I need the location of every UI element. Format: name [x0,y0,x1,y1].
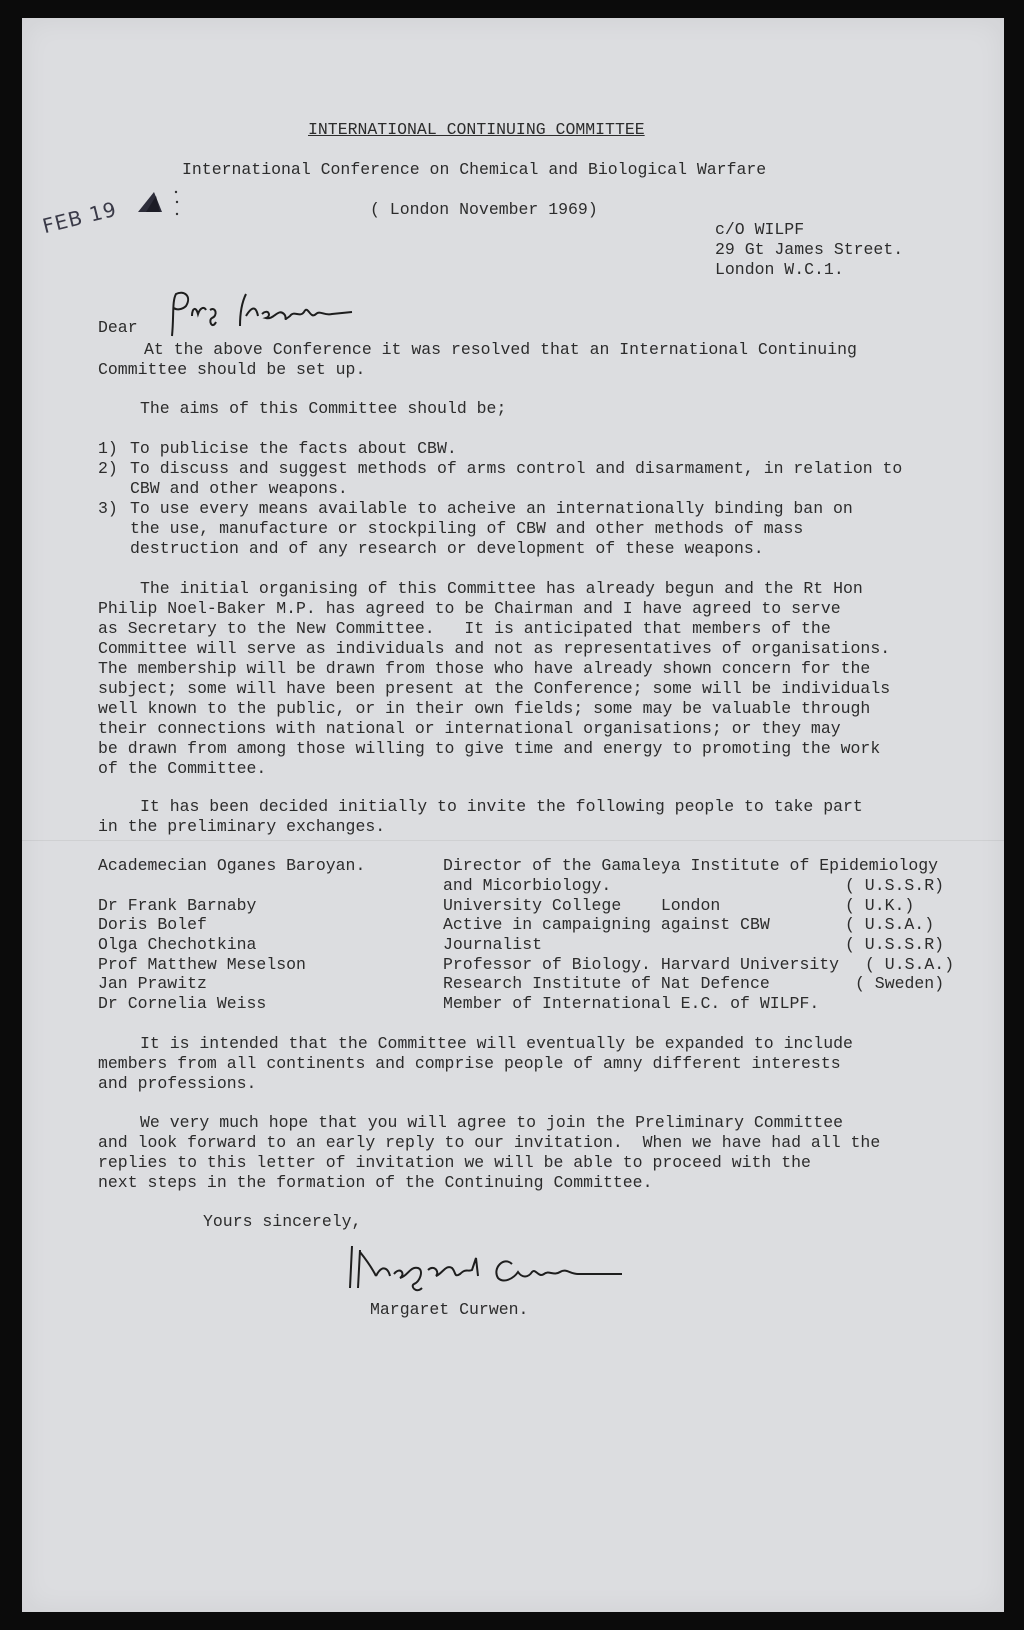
address-line-3: London W.C.1. [715,260,844,279]
paragraph-1-line-1: At the above Conference it was resolved that an International Continuing [144,340,857,359]
aim-3-number: 3) [98,499,118,518]
fold-line [22,840,1004,841]
paragraph-5-line-2: members from all continents and comprise people of amny different interests [98,1054,841,1073]
member-name: Academecian Oganes Baroyan. [98,856,366,875]
paragraph-3-line-8: their connections with national or international organisations; or they may [98,719,841,738]
paragraph-6-line-3: replies to this letter of invitation we will be able to proceed with the [98,1153,811,1172]
aim-3-line-1: To use every means available to acheive an internationally binding ban on [130,499,853,518]
handwritten-signature [342,1238,632,1298]
stamp-mark-icon [132,182,184,222]
paragraph-3-line-3: as Secretary to the New Committee. It is anticipated that members of the [98,619,831,638]
member-country: ( Sweden) [855,974,945,993]
member-country: ( U.S.S.R) [845,935,945,954]
member-country: ( U.K.) [845,896,915,915]
aim-3-line-3: destruction and of any research or development of these weapons. [130,539,764,558]
aim-1-line-1: To publicise the facts about CBW. [130,439,457,458]
salutation-dear: Dear [98,318,138,337]
member-name: Dr Cornelia Weiss [98,994,267,1013]
paragraph-3-line-1: The initial organising of this Committee has already begun and the Rt Hon [140,579,863,598]
address-line-2: 29 Gt James Street. [715,240,904,259]
paragraph-3-line-6: subject; some will have been present at the Conference; some will be individuals [98,679,891,698]
member-organisation: Member of International E.C. of WILPF. [443,994,820,1013]
received-date-stamp: FEB 19 [40,196,120,239]
member-name: Olga Chechotkina [98,935,257,954]
paragraph-5-line-3: and professions. [98,1074,257,1093]
member-country: ( U.S.S.R) [845,876,945,895]
member-organisation: University College London [443,896,721,915]
paragraph-3-line-4: Committee will serve as individuals and not as representatives of organisations. [98,639,891,658]
aim-2-number: 2) [98,459,118,478]
conference-date: ( London November 1969) [370,200,598,219]
committee-title: INTERNATIONAL CONTINUING COMMITTEE [308,120,645,139]
paragraph-6-line-2: and look forward to an early reply to our invitation. When we have had all the [98,1133,881,1152]
paragraph-3-line-7: well known to the public, or in their own fields; some may be valuable through [98,699,871,718]
paragraph-5-line-1: It is intended that the Committee will eventually be expanded to include [140,1034,853,1053]
aims-intro: The aims of this Committee should be; [140,399,507,418]
paragraph-4-line-1: It has been decided initially to invite the following people to take part [140,797,863,816]
member-organisation: Director of the Gamaleya Institute of Epidemiology [443,856,939,875]
member-organisation: Professor of Biology. Harvard University [443,955,840,974]
aim-2-line-1: To discuss and suggest methods of arms control and disarmament, in relation to [130,459,903,478]
member-organisation-cont: and Micorbiology. [443,876,612,895]
paragraph-3-line-2: Philip Noel-Baker M.P. has agreed to be Chairman and I have agreed to serve [98,599,841,618]
typed-signatory-name: Margaret Curwen. [370,1300,529,1319]
member-name: Jan Prawitz [98,974,207,993]
sign-off: Yours sincerely, [203,1212,362,1231]
address-line-1: c/O WILPF [715,220,805,239]
paragraph-3-line-9: be drawn from among those willing to give time and energy to promoting the work [98,739,881,758]
member-country: ( U.S.A.) [865,955,955,974]
aim-1-number: 1) [98,439,118,458]
member-organisation: Active in campaigning against CBW [443,915,770,934]
member-country: ( U.S.A.) [845,915,935,934]
member-organisation: Journalist [443,935,543,954]
paragraph-3-line-10: of the Committee. [98,759,267,778]
paragraph-1-line-2: Committee should be set up. [98,360,366,379]
aim-3-line-2: the use, manufacture or stockpiling of CBW and other methods of mass [130,519,804,538]
member-organisation: Research Institute of Nat Defence [443,974,770,993]
aim-2-line-2: CBW and other weapons. [130,479,348,498]
member-name: Dr Frank Barnaby [98,896,257,915]
member-name: Doris Bolef [98,915,207,934]
paragraph-6-line-4: next steps in the formation of the Continuing Committee. [98,1173,653,1192]
paragraph-4-line-2: in the preliminary exchanges. [98,817,386,836]
conference-title: International Conference on Chemical and Biological Warfare [182,160,767,179]
member-name: Prof Matthew Meselson [98,955,306,974]
handwritten-recipient-name [162,286,362,346]
paragraph-3-line-5: The membership will be drawn from those who have already shown concern for the [98,659,871,678]
paragraph-6-line-1: We very much hope that you will agree to join the Preliminary Committee [140,1113,844,1132]
